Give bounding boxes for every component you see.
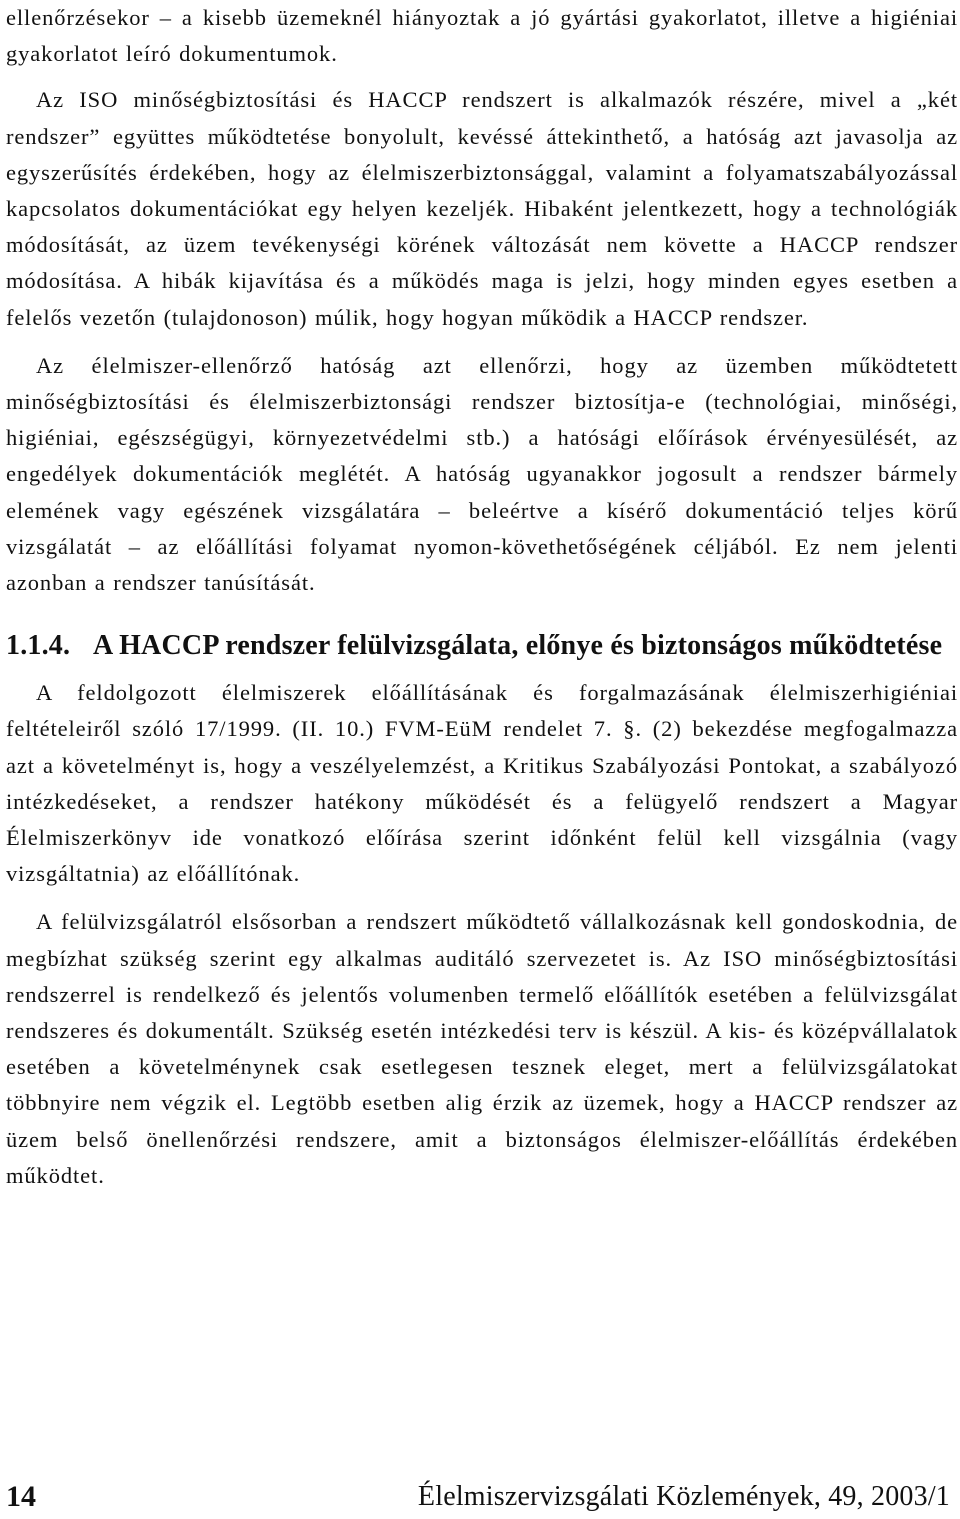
paragraph-iso-haccp: Az ISO minőségbiztosítási és HACCP rendszert is alkalmazók részére, mivel a „két rendszer” együttes működtetése bonyolult, kevéssé áttekinthető, a hatóság azt javasolja az egyszerűsítés érdekében, hogy az élelmiszerbiztonsággal, valamint a folyamatszabályozással kapcsolatos dokumentációkat egy helyen kezeljék. Hibaként jelentkezett, hogy a technológiák módosítását, az üzem tevékenységi körének változását nem követte a HACCP rendszer módosítása. A hibák kijavítása és a működés maga is jelzi, hogy minden egyes esetben a felelős vezetőn (tulajdonoson) múlik, hogy hogyan működik a HACCP rendszer. (6, 87, 958, 330)
section-title: A HACCP rendszer felülvizsgálata, előnye és biztonságos működtetése (93, 630, 943, 662)
document-page (6, 0, 958, 1194)
journal-citation: Élelmiszervizsgálati Közlemények, 49, 2003/1 (417, 1481, 950, 1512)
paragraph-review: A felülvizsgálatról elsősorban a rendszert működtető vállalkozásnak kell gondoskodnia, de megbízhat szükség szerint egy alkalmas auditáló szervezetet is. Az ISO minőségbiztosítási rendszerrel is rendelkező és jelentős volumenben termelő előállítók esetében a felülvizsgálat rendszeres és dokumentált. Szükség esetén intézkedési terv is készül. A kis- és középvállalatok esetében a követelménynek csak esetlegesen tesznek eleget, mert a felülvizsgálatokat többnyire nem végzik el. Legtöbb esetben alig érzik az üzemek, hogy a HACCP rendszer az üzem belső önellenőrzési rendszere, amit a biztonságos élelmiszer-előállítás érdekében működtet. (6, 909, 958, 1188)
paragraph-regulation: A feldolgozott élelmiszerek előállításának és forgalmazásának élelmiszerhigiéniai feltételeiről szóló 17/1999. (II. 10.) FVM-EüM rendelet 7. §. (2) bekezdése megfogalmazza azt a követelményt is, hogy a veszélyelemzést, a Kritikus Szabályozási Pontokat, a szabályozó intézkedéseket, a rendszer hatékony működését és a felügyelő rendszert a Magyar Élelmiszerkönyv ide vonatkozó előírása szerint időnként felül kell vizsgálnia (vagy vizsgáltatnia) az előállítónak. (6, 680, 958, 887)
section-heading (6, 627, 958, 665)
section-number: 1.1.4. (6, 630, 71, 662)
paragraph-authority-check: Az élelmiszer-ellenőrző hatóság azt ellenőrzi, hogy az üzemben működtetett minőségbiztosítási és élelmiszerbiztonsági rendszer biztosítja-e (technológiai, minőségi, higiéniai, egészségügyi, környezetvédelmi stb.) a hatósági előírások érvényesülését, az engedélyek dokumentációk meglétét. A hatóság ugyanakkor jogosult a rendszer bármely elemének vagy egészének vizsgálatára – beleértve a kísérő dokumentáció teljes körű vizsgálatát – az előállítási folyamat nyomon-követhetőségének céljából. Ez nem jelenti azonban a rendszer tanúsítását. (6, 352, 958, 596)
page-footer (6, 1479, 954, 1519)
paragraph-continuation: ellenőrzésekor – a kisebb üzemeknél hiányoztak a jó gyártási gyakorlatot, illetve a higiéniai gyakorlatot leíró dokumentumok. (6, 5, 958, 67)
page-number: 14 (6, 1480, 36, 1513)
